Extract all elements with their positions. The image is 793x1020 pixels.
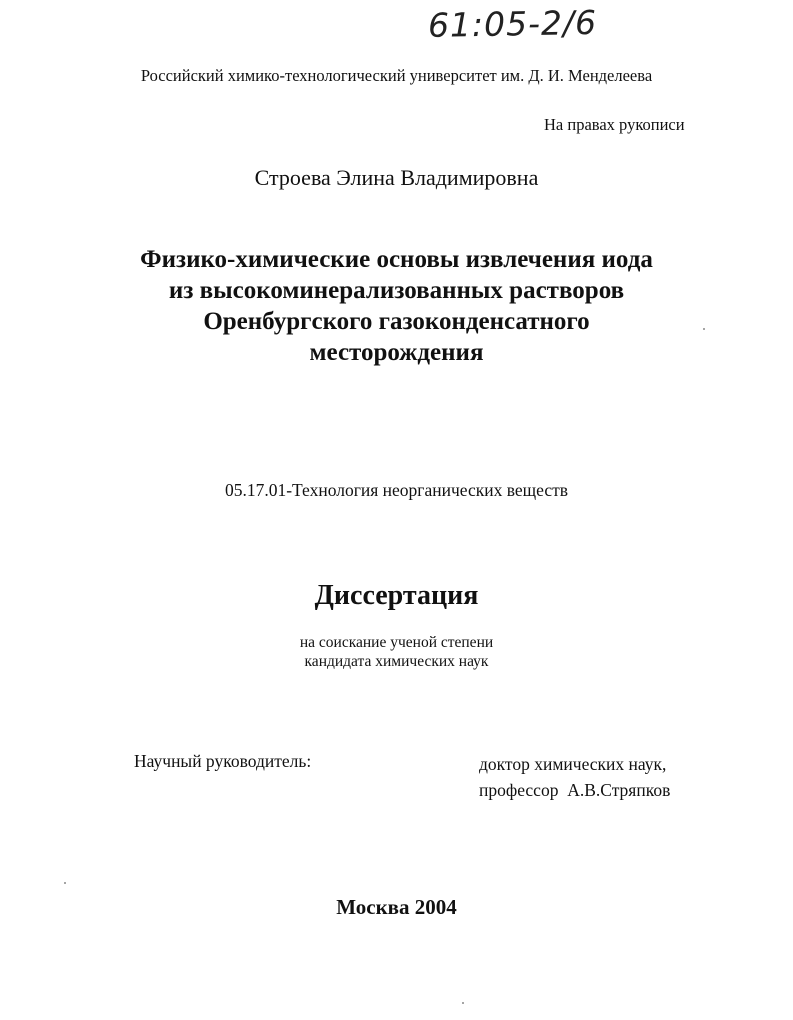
author-name: Строева Элина Владимировна — [254, 165, 539, 190]
title-line-4: месторождения — [309, 339, 484, 366]
place-and-year: Москва 2004 — [336, 895, 457, 919]
scan-speck — [703, 328, 705, 330]
title-line-1: Физико-химические основы извлечения иода — [140, 246, 653, 273]
supervisor-label: Научный руководитель: — [134, 751, 312, 771]
specialty-code: 05.17.01-Технология неорганических веществ — [224, 480, 569, 500]
supervisor-name: профессор А.В.Стряпков — [479, 780, 671, 800]
degree-statement — [0, 633, 793, 671]
handwritten-archive-code: 61:05-2/6 — [427, 2, 598, 45]
university-name: Российский химико-технологический университет им. Д. И. Менделеева — [140, 66, 653, 85]
supervisor-degree: доктор химических наук, — [479, 754, 667, 774]
document-type-heading: Диссертация — [314, 580, 479, 611]
scan-speck — [64, 882, 66, 884]
title-line-2: из высокоминерализованных растворов — [168, 277, 625, 304]
degree-line-2: кандидата химических наук — [304, 653, 489, 670]
degree-line-1: на соискание ученой степени — [299, 634, 494, 651]
manuscript-rights-note: На правах рукописи — [544, 115, 685, 134]
scan-speck — [462, 1002, 464, 1004]
title-line-3: Оренбургского газоконденсатного — [203, 308, 590, 335]
supervisor-info — [479, 751, 670, 803]
dissertation-title — [0, 244, 793, 368]
